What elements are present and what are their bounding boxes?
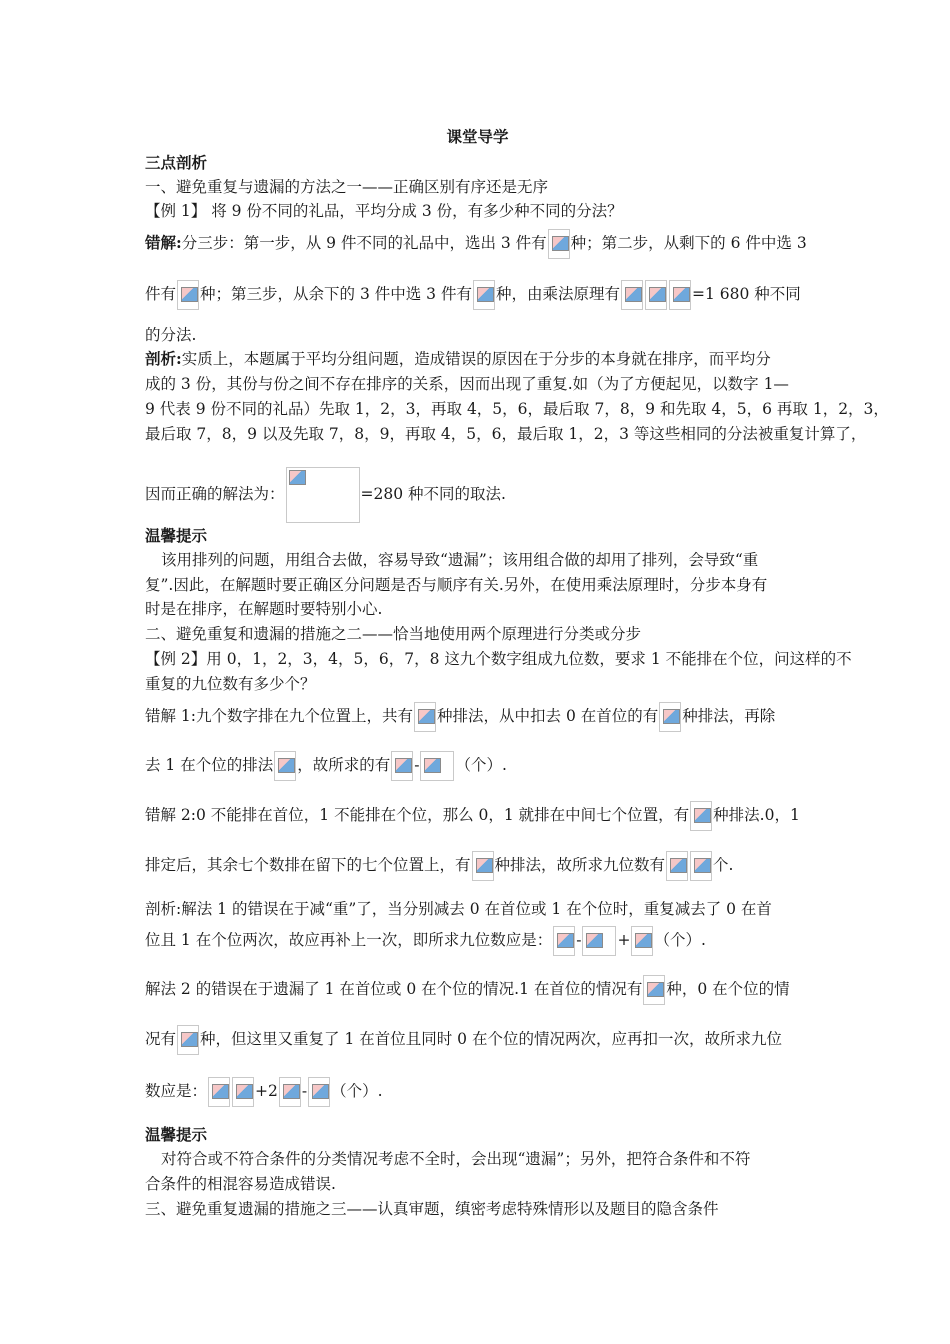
formula-image-icon <box>631 926 653 956</box>
wrong-1-line-1 <box>145 702 775 732</box>
formula-image-icon <box>553 926 575 956</box>
example-2-line-1: 【例 2】用 0，1，2，3，4，5，6，7，8 这九个数字组成九位数，要求 1 不能排在个位，问这样的不 <box>145 650 852 668</box>
text: 错解 1:九个数字排在九个位置上，共有 <box>145 707 414 725</box>
example-2-line-2: 重复的九位数有多少个？ <box>145 675 316 693</box>
formula-image-icon <box>548 229 570 259</box>
formula-image-icon <box>391 751 413 781</box>
formula-image-icon <box>643 975 665 1005</box>
wrong-solution-line-3: 的分法. <box>145 326 197 344</box>
analysis-line-3: 9 代表 9 份不同的礼品）先取 1，2，3，再取 4，5，6，最后取 7，8，9 和先取 4，5，6 再取 1，2，3， <box>145 400 889 418</box>
formula-image-icon <box>279 1077 301 1107</box>
analysis-line-4: 最后取 7，8，9 以及先取 7，8，9，再取 4，5，6，最后取 1，2，3 等这些相同的分法被重复计算了， <box>145 425 867 443</box>
text: =280 种不同的取法. <box>360 485 506 503</box>
formula-image-icon <box>472 851 494 881</box>
analysis-line-5 <box>145 467 506 523</box>
text: 种排法.0，1 <box>713 806 800 824</box>
text: 件有 <box>145 285 177 303</box>
wrong-solution-line-2 <box>145 280 801 310</box>
text: - <box>301 1082 308 1100</box>
formula-image-icon <box>659 702 681 732</box>
text: 种排法，再除 <box>682 707 776 725</box>
analysis-label: 剖析: <box>145 349 182 368</box>
formula-image-icon <box>414 702 436 732</box>
formula-image-icon <box>473 280 495 310</box>
formula-image-icon <box>232 1077 254 1107</box>
text: 解法 2 的错误在于遗漏了 1 在首位或 0 在个位的情况.1 在首位的情况有 <box>145 980 643 998</box>
analysis-3-line-2 <box>145 1025 782 1055</box>
text: + <box>617 931 631 949</box>
text: 种排法，故所求九位数有 <box>494 856 666 874</box>
tip-2-heading: 温馨提示 <box>145 1125 208 1144</box>
analysis-2-line-2 <box>145 926 706 956</box>
tip-heading: 温馨提示 <box>145 526 208 545</box>
text: 排定后，其余七个数排在留下的七个位置上，有 <box>145 856 471 874</box>
text: 种；第三步，从余下的 3 件中选 3 件有 <box>200 285 472 303</box>
analysis-3-line-3 <box>145 1077 383 1107</box>
tip-2-line-2: 合条件的相混容易造成错误. <box>145 1175 336 1193</box>
text: （个）. <box>455 756 507 774</box>
tip-line-2: 复”.因此，在解题时要正确区分问题是否与顺序有关.另外，在使用乘法原理时，分步本身有 <box>145 576 768 594</box>
wrong-solution-label: 错解: <box>145 233 182 252</box>
formula-image-icon <box>286 467 360 523</box>
wrong-solution-line-1 <box>145 229 807 259</box>
text: 去 1 在个位的排法 <box>145 756 274 774</box>
example-1: 【例 1】 将 9 份不同的礼品，平均分成 3 份，有多少种不同的分法？ <box>145 202 623 220</box>
text: 因而正确的解法为： <box>145 485 285 503</box>
text: 种，0 在个位的情 <box>666 980 790 998</box>
text: 错解 2:0 不能排在首位，1 不能排在个位，那么 0，1 就排在中间七个位置，有 <box>145 806 690 824</box>
wrong-2-line-1 <box>145 801 800 831</box>
formula-image-icon <box>690 801 712 831</box>
formula-image-icon <box>666 851 688 881</box>
text: - <box>414 756 420 774</box>
text: 数应是： <box>145 1082 208 1100</box>
text: 种；第二步，从剩下的 6 件中选 3 <box>570 234 807 252</box>
formula-image-icon <box>690 851 712 881</box>
tip-line-3: 时是在排序，在解题时要特别小心. <box>145 600 383 618</box>
formula-image-icon <box>308 1077 330 1107</box>
text: （个）. <box>654 931 706 949</box>
text: 种排法，从中扣去 0 在首位的有 <box>437 707 659 725</box>
formula-image-icon <box>177 1025 199 1055</box>
tip-line-1: 该用排列的问题，用组合去做，容易导致“遗漏”；该用组合做的却用了排列，会导致“重 <box>161 551 759 569</box>
text: 实质上，本题属于平均分组问题，造成错误的原因在于分步的本身就在排序，而平均分 <box>181 350 771 368</box>
text: （个）. <box>331 1082 383 1100</box>
text: - <box>576 931 582 949</box>
formula-image-icon <box>669 280 691 310</box>
analysis-line-2: 成的 3 份，其份与份之间不存在排序的关系，因而出现了重复.如（为了方便起见，以数字 1— <box>145 375 789 393</box>
text: ，故所求的有 <box>297 756 391 774</box>
formula-image-icon <box>274 751 296 781</box>
section-heading: 三点剖析 <box>145 153 208 172</box>
tip-2-line-1: 对符合或不符合条件的分类情况考虑不全时，会出现“遗漏”；另外，把符合条件和不符 <box>161 1150 751 1168</box>
wrong-2-line-2 <box>145 851 733 881</box>
text: 种，由乘法原理有 <box>495 285 620 303</box>
text: +2 <box>255 1082 278 1100</box>
text: 种，但这里又重复了 1 在首位且同时 0 在个位的情况两次，应再扣一次，故所求九位 <box>200 1030 782 1048</box>
analysis-line-1 <box>145 348 771 370</box>
formula-image-icon <box>645 280 667 310</box>
text: 个. <box>713 856 734 874</box>
analysis-2-line-1: 剖析:解法 1 的错误在于减“重”了，当分别减去 0 在首位或 1 在个位时，重复减去了 0 在首 <box>145 900 772 918</box>
analysis-3-line-1 <box>145 975 790 1005</box>
heading-1: 一、避免重复与遗漏的方法之一——正确区别有序还是无序 <box>145 178 549 196</box>
text: 况有 <box>145 1030 177 1048</box>
heading-2: 二、避免重复和遗漏的措施之二——恰当地使用两个原理进行分类或分步 <box>145 625 642 643</box>
formula-image-icon <box>177 280 199 310</box>
formula-image-icon <box>582 926 616 956</box>
formula-image-icon <box>208 1077 230 1107</box>
wrong-1-line-2 <box>145 751 507 781</box>
heading-3: 三、避免重复遗漏的措施之三——认真审题，缜密考虑特殊情形以及题目的隐含条件 <box>145 1200 719 1218</box>
formula-image-icon <box>621 280 643 310</box>
formula-image-icon <box>420 751 454 781</box>
text: 分三步：第一步，从 9 件不同的礼品中，选出 3 件有 <box>181 234 547 252</box>
text: 位且 1 在个位两次，故应再补上一次，即所求九位数应是： <box>145 931 553 949</box>
text: =1 680 种不同 <box>691 285 801 303</box>
page-title: 课堂导学 <box>446 127 509 146</box>
